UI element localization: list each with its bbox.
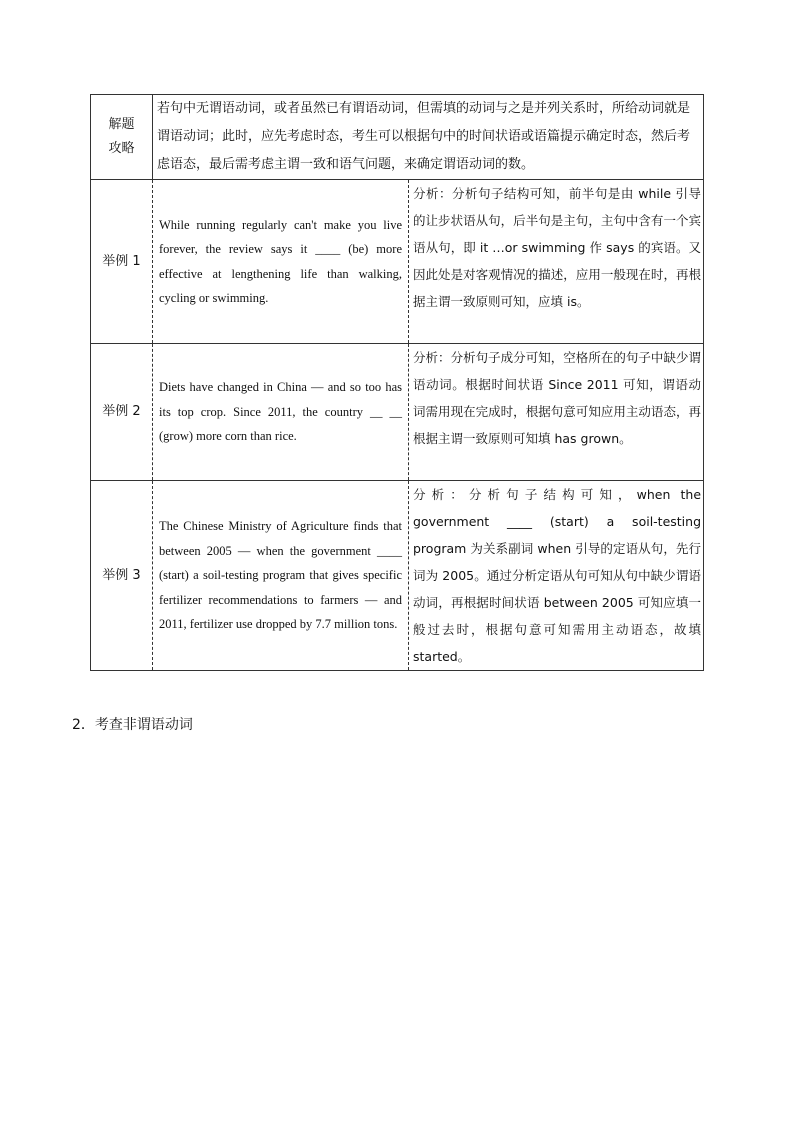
example-row-3 [91,481,704,671]
strategy-label-line2: 攻略 [108,141,135,156]
example-sentence: Diets have changed in China — and so too has its top crop. Since 2011, the country __ __ (grow) more corn than rice. [153,344,409,481]
example-sentence: While running regularly can't make you live forever, the review says it ____ (be) more effective at lengthening life than walking, cycling or swimming. [153,180,409,344]
section-heading: 2．考查非谓语动词 [72,717,193,733]
grammar-table [90,94,704,671]
strategy-row [91,95,704,180]
example-analysis: 分析：分析句子成分可知，空格所在的句子中缺少谓语动词。根据时间状语 Since 2011 可知，谓语动词需用现在完成时，根据句意可知应用主动语态，再根据主谓一致原则可知填 has grown。 [409,344,704,481]
strategy-text: 若句中无谓语动词，或者虽然已有谓语动词，但需填的动词与之是并列关系时，所给动词就是谓语动词；此时，应先考虑时态，考生可以根据句中的时间状语或语篇提示确定时态，然后考虑语态，最后需考虑主谓一致和语气问题，来确定谓语动词的数。 [153,95,704,180]
strategy-label-cell [91,95,153,180]
example-label: 举例 3 [91,481,153,671]
example-label: 举例 2 [91,344,153,481]
strategy-label-line1: 解题 [108,117,135,132]
example-label: 举例 1 [91,180,153,344]
example-row-1 [91,180,704,344]
example-row-2 [91,344,704,481]
example-sentence: The Chinese Ministry of Agriculture finds that between 2005 — when the government ____ (start) a soil-testing program that gives specific fertilizer recommendations to farmers — and 2011, fertilizer use dropped by 7.7 million tons. [153,481,409,671]
example-analysis: 分析：分析句子结构可知，when the government ____ (start) a soil-testing program 为关系副词 when 引导的定语从句，先行词为 2005。通过分析定语从句可知从句中缺少谓语动词，再根据时间状语 between 2005 可知应填一般过去时，根据句意可知需用主动语态，故填 started。 [409,481,704,671]
example-analysis: 分析：分析句子结构可知，前半句是由 while 引导的让步状语从句，后半句是主句，主句中含有一个宾语从句，即 it …or swimming 作 says 的宾语。又因此处是对客观情况的描述，应用一般现在时，再根据主谓一致原则可知，应填 is。 [409,180,704,344]
